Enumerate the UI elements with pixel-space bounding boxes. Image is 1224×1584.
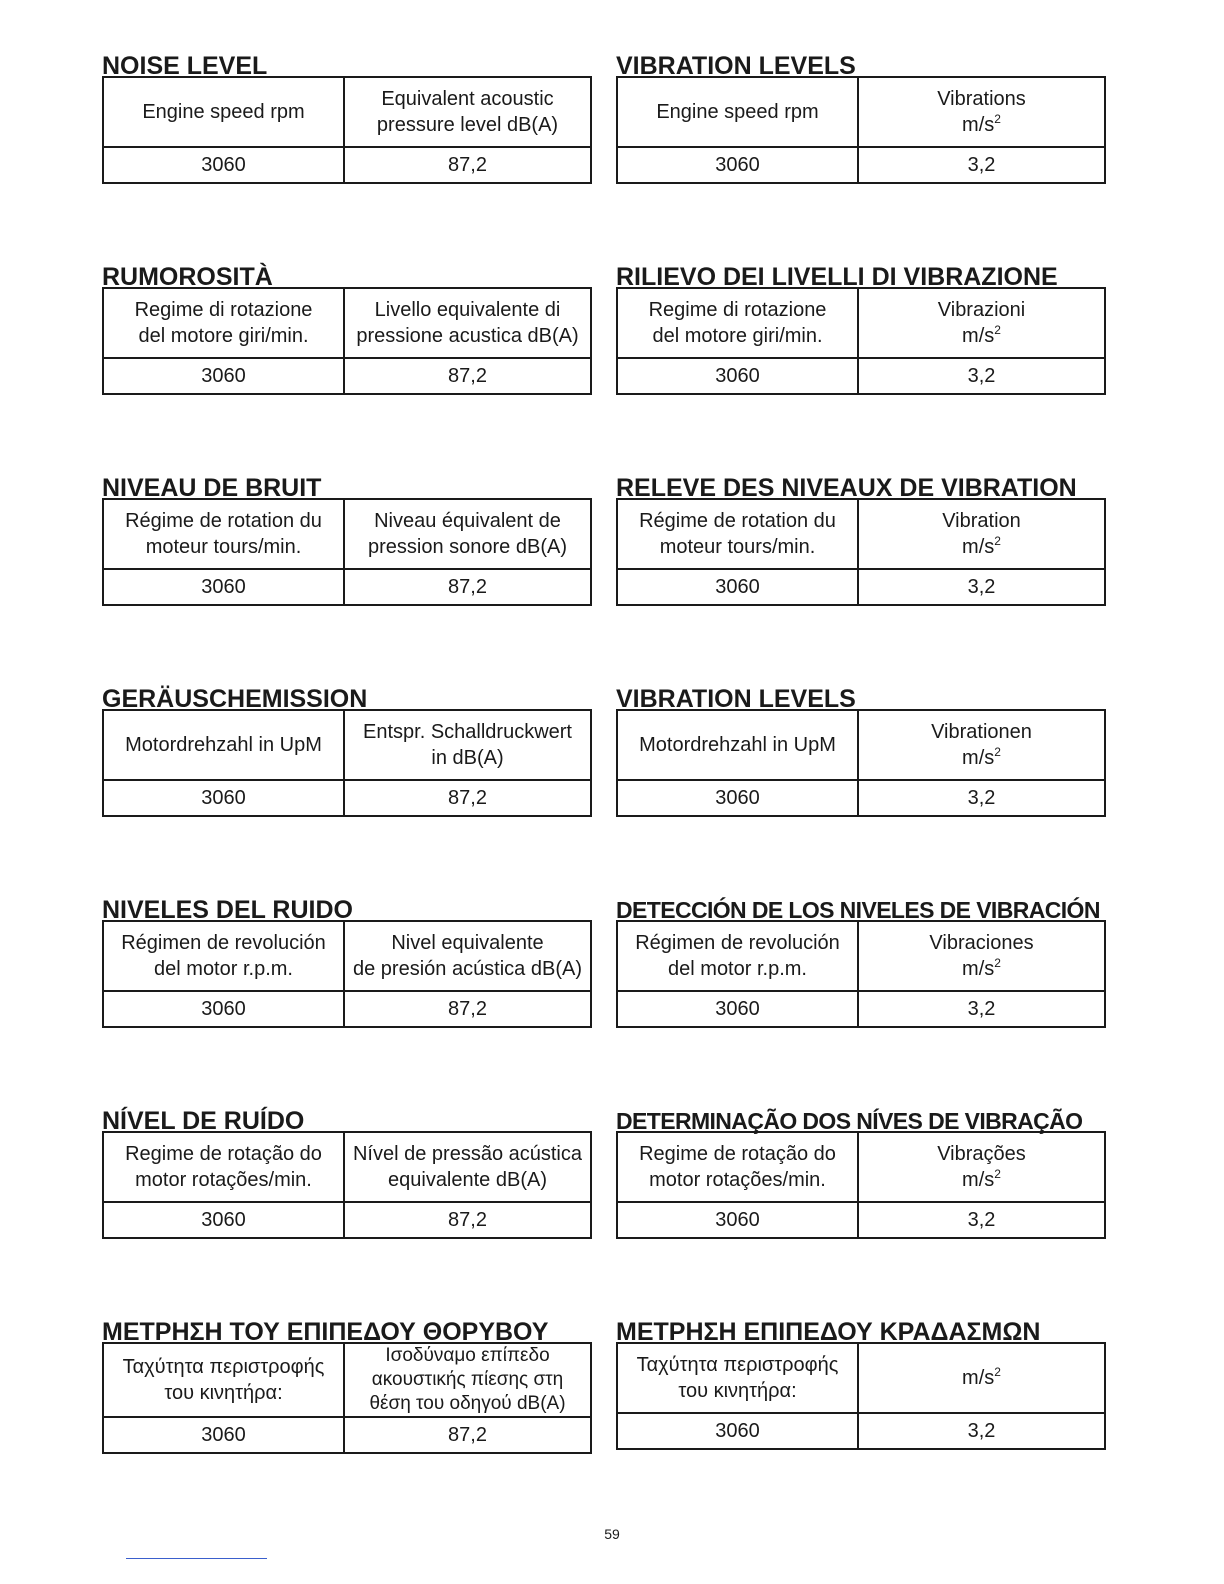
vibration-level-section-pt bbox=[616, 1107, 1106, 1239]
speed-value: 3060 bbox=[103, 147, 344, 183]
noise-level-section-it bbox=[102, 263, 592, 395]
noise-header: Niveau équivalent de pression sonore dB(A) bbox=[344, 499, 591, 569]
noise-header: Entspr. Schalldruckwert in dB(A) bbox=[344, 710, 591, 780]
vibration-table bbox=[616, 1342, 1106, 1450]
vibration-header: Vibrations $m/s^2$ bbox=[858, 77, 1105, 147]
speed-header: Régimen de revolución del motor r.p.m. bbox=[103, 921, 344, 991]
noise-value: 87,2 bbox=[344, 147, 591, 183]
noise-header: Equivalent acoustic pressure level dB(A) bbox=[344, 77, 591, 147]
speed-header: Regime de rotação do motor rotações/min. bbox=[103, 1132, 344, 1202]
section-title: DETECCIÓN DE LOS NIVELES DE VIBRACIÓN bbox=[616, 897, 1100, 923]
noise-level-section-fr bbox=[102, 474, 592, 606]
vibration-value: 3,2 bbox=[858, 569, 1105, 605]
vibration-level-section-de bbox=[616, 685, 1106, 817]
section-title: NOISE LEVEL bbox=[102, 52, 268, 80]
vibration-level-section-en bbox=[616, 52, 1106, 184]
vibration-header: Vibrações $m/s^2$ bbox=[858, 1132, 1105, 1202]
section-title: ΜΕΤΡΗΣΗ ΕΠΙΠΕΔΟΥ ΚΡΑΔΑΣΜΩΝ bbox=[616, 1318, 1041, 1346]
noise-table bbox=[102, 920, 592, 1028]
vibration-value: 3,2 bbox=[858, 780, 1105, 816]
speed-value: 3060 bbox=[103, 1202, 344, 1238]
speed-value: 3060 bbox=[103, 1417, 344, 1453]
speed-header: Motordrehzahl in UpM bbox=[103, 710, 344, 780]
speed-value: 3060 bbox=[103, 991, 344, 1027]
vibration-level-section-it bbox=[616, 263, 1106, 395]
speed-header: Ταχύτητα περιστροφής του κινητήρα: bbox=[103, 1343, 344, 1417]
noise-header: Ισοδύναμο επίπεδο ακουστικής πίεσης στη θέση του οδηγού dB(A) bbox=[344, 1343, 591, 1417]
noise-value: 87,2 bbox=[344, 569, 591, 605]
vibration-table bbox=[616, 287, 1106, 395]
section-title: VIBRATION LEVELS bbox=[616, 685, 856, 713]
speed-header: Ταχύτητα περιστροφής του κινητήρα: bbox=[617, 1343, 858, 1413]
noise-table bbox=[102, 1131, 592, 1239]
section-title: DETERMINAÇÃO DOS NÍVES DE VIBRAÇÃO bbox=[616, 1108, 1083, 1134]
speed-value: 3060 bbox=[617, 991, 858, 1027]
section-title: RUMOROSITÀ bbox=[102, 263, 273, 291]
section-title: NÍVEL DE RUÍDO bbox=[102, 1107, 305, 1135]
vibration-table bbox=[616, 1131, 1106, 1239]
speed-value: 3060 bbox=[617, 780, 858, 816]
speed-value: 3060 bbox=[617, 1413, 858, 1449]
vibration-value: 3,2 bbox=[858, 358, 1105, 394]
noise-table bbox=[102, 498, 592, 606]
noise-level-section-de bbox=[102, 685, 592, 817]
noise-value: 87,2 bbox=[344, 1417, 591, 1453]
footer-rule bbox=[126, 1558, 267, 1559]
speed-header: Regime de rotação do motor rotações/min. bbox=[617, 1132, 858, 1202]
speed-header: Motordrehzahl in UpM bbox=[617, 710, 858, 780]
vibration-value: 3,2 bbox=[858, 147, 1105, 183]
speed-header: Régime de rotation du moteur tours/min. bbox=[103, 499, 344, 569]
noise-level-section-el bbox=[102, 1318, 592, 1454]
speed-value: 3060 bbox=[617, 1202, 858, 1238]
noise-table bbox=[102, 1342, 592, 1454]
noise-table bbox=[102, 709, 592, 817]
speed-header: Engine speed rpm bbox=[617, 77, 858, 147]
section-title: RILIEVO DEI LIVELLI DI VIBRAZIONE bbox=[616, 263, 1058, 291]
vibration-header: Vibration $m/s^2$ bbox=[858, 499, 1105, 569]
noise-level-section-pt bbox=[102, 1107, 592, 1239]
section-title: RELEVE DES NIVEAUX DE VIBRATION bbox=[616, 474, 1077, 502]
speed-value: 3060 bbox=[103, 569, 344, 605]
vibration-table bbox=[616, 76, 1106, 184]
noise-value: 87,2 bbox=[344, 358, 591, 394]
speed-value: 3060 bbox=[617, 358, 858, 394]
noise-level-section-en bbox=[102, 52, 592, 184]
noise-value: 87,2 bbox=[344, 991, 591, 1027]
vibration-table bbox=[616, 920, 1106, 1028]
noise-header: Nivel equivalente de presión acústica dB(A) bbox=[344, 921, 591, 991]
vibration-value: 3,2 bbox=[858, 1202, 1105, 1238]
section-title: VIBRATION LEVELS bbox=[616, 52, 856, 80]
speed-header: Régime de rotation du moteur tours/min. bbox=[617, 499, 858, 569]
speed-value: 3060 bbox=[103, 358, 344, 394]
vibration-value: 3,2 bbox=[858, 991, 1105, 1027]
speed-header: Régimen de revolución del motor r.p.m. bbox=[617, 921, 858, 991]
speed-header: Regime di rotazione del motore giri/min. bbox=[103, 288, 344, 358]
speed-value: 3060 bbox=[617, 147, 858, 183]
vibration-header: Vibrazioni $m/s^2$ bbox=[858, 288, 1105, 358]
section-title: ΜΕΤΡΗΣΗ ΤΟΥ ΕΠΙΠΕΔΟΥ ΘΟΡΥΒΟΥ bbox=[102, 1318, 549, 1346]
noise-value: 87,2 bbox=[344, 780, 591, 816]
noise-table bbox=[102, 287, 592, 395]
vibration-table bbox=[616, 709, 1106, 817]
vibration-level-section-fr bbox=[616, 474, 1106, 606]
noise-header: Livello equivalente di pressione acustica dB(A) bbox=[344, 288, 591, 358]
speed-value: 3060 bbox=[103, 780, 344, 816]
section-title: NIVELES DEL RUIDO bbox=[102, 896, 353, 924]
vibration-level-section-el bbox=[616, 1318, 1106, 1450]
noise-value: 87,2 bbox=[344, 1202, 591, 1238]
vibration-header: Vibraciones $m/s^2$ bbox=[858, 921, 1105, 991]
speed-value: 3060 bbox=[617, 569, 858, 605]
vibration-value: 3,2 bbox=[858, 1413, 1105, 1449]
noise-table bbox=[102, 76, 592, 184]
speed-header: Regime di rotazione del motore giri/min. bbox=[617, 288, 858, 358]
noise-level-section-es bbox=[102, 896, 592, 1028]
section-title: NIVEAU DE BRUIT bbox=[102, 474, 322, 502]
speed-header: Engine speed rpm bbox=[103, 77, 344, 147]
page-number: 59 bbox=[604, 1526, 620, 1542]
vibration-table bbox=[616, 498, 1106, 606]
vibration-header: $m/s^2$ bbox=[858, 1343, 1105, 1413]
vibration-header: Vibrationen $m/s^2$ bbox=[858, 710, 1105, 780]
vibration-level-section-es bbox=[616, 896, 1106, 1028]
noise-header: Nível de pressão acústica equivalente dB(A) bbox=[344, 1132, 591, 1202]
section-title: GERÄUSCHEMISSION bbox=[102, 685, 368, 713]
